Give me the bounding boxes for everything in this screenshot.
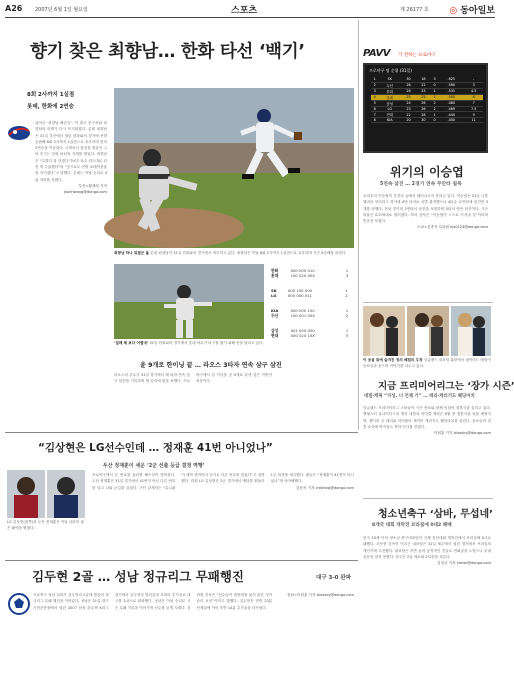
standings-cell: 7 [464,100,483,106]
standings-cell: .500 [438,94,464,100]
standings-cell: KIA [378,118,401,123]
main-photo-caption: 최향남 하나 뒤졌군 돌 롯데 최향남이 31일 한화와의 경기에서 역투하고 있다. 최향남은 이날 8회 2사까지 1실점으로 호투하며 시즌 4승째를 올렸다. [114,251,347,255]
standings-cell: 2 [431,100,438,106]
newspaper-brand: ◎ 동아일보 [449,6,495,16]
standings-cell: 20 [401,118,416,123]
standings-cell: 23 [416,88,431,94]
right3-subhead: 8개국 대회 개막전 브라질에 0대2 패배 [372,523,452,528]
standings-cell: 18 [416,77,431,82]
score-row: LG 000 000 011 2 [271,293,348,299]
baseball-players-photo [114,88,354,248]
masthead [5,3,495,17]
standings-cell: 0 [431,82,438,88]
right2-body: 잉글랜드 프리미어리그 스타들이 시즌 종료와 함께 잇달아 결혼식을 올리고 있다. 맨체스터 유나이티드의 게리 네빌과 마이클 캐릭은 6월 중 결혼식을 치를 예정이며, 첼시의 존 테리와 리버풀의 제이미 캐러거도 웨딩마치를 울린다. 동료들의 결혼 소식에 박지성도 축하 인사를 건넸다. 이원홍 기자 bluesky@donga.com [363,406,491,436]
standings-cell: .531 [438,88,464,94]
wedding-photo-1 [363,306,405,356]
score-row: 삼성 001 000 000 1 [271,328,349,333]
secondary-photo [114,264,264,339]
right2-headline: 지금 프리미어리그는 ‘장가 시즌’ [378,381,514,392]
kleague-logo [7,592,31,616]
page-number: A26 [5,4,23,13]
mid-story-body: 라오스의 투수가 31일 경기에서 세 타자 연속 삼구 삼진을 기록하며 팀 승리에 힘을 보탰다. 프로야구에서 한 이닝을 공 9개로 끝낸 것은 이번이 처음이다. [114,373,272,384]
standings-cell: SK [378,77,401,82]
standings-cell: 5 [371,100,378,106]
standings-cell: 2 [371,82,378,88]
score-row: SK 000 100 000 1 [271,288,348,293]
standings-cell: 24 [401,100,416,106]
column-divider [358,20,359,430]
standings-cell: 22 [416,82,431,88]
standings-cell: 롯데 [378,94,401,100]
section-title: 스포츠 [231,6,258,16]
scoreboard-bottom [270,308,354,318]
standings-cell: - [464,77,483,82]
standings-cell: .440 [438,112,464,118]
standings-cell: .400 [438,118,464,123]
standings-cell: 11 [464,118,483,123]
standings-cell: 1 [431,88,438,94]
standings-cell: 30 [416,118,431,123]
standings-cell: 28 [416,112,431,118]
standings-cell: 1 [431,112,438,118]
score-row: 두산 100 001 00X 2 [271,313,349,319]
standings-cell: 7 [371,112,378,118]
standings-cell: 26 [416,106,431,111]
standings-cell: .480 [438,100,464,106]
wedding-photo-3 [451,306,491,356]
standings-cell: 22 [401,112,416,118]
standings-cell: 3 [431,77,438,82]
player-portrait-icon [47,470,85,518]
scoreboard-mid [270,288,354,298]
issue-number: 제 26177 호 [400,7,429,13]
wedding-photo-2 [407,306,449,356]
standings-cell: LG [378,106,401,111]
score-row: KIA 000 000 100 1 [271,308,349,313]
main-body: 살아난 ‘최향남 빠른공’. 이 광고 문구처럼 최향남의 어깨가 다시 뜨거워졌다. 롯데 최향남은 31일 부산에서 열린 한화와의 경기에 선발 등판해 8회 2사까지 1실점으로 호투하며 팀의 2연승을 이끌었다. 고비마다 삼진을 곁들인 그의 투구는 한화 타선의 기세를 꺾었다. 최향남은 “특별히 잘 던졌다기보다 포수 리드대로 던진 게 주효했다”며 “앞으로도 선발 로테이션을 잘 지키겠다”고 말했다. 롯데는 이날 승리로 4위 자리를 지켰다. 부산=황재성 기자 jsonhwang@donga.com [35,121,107,195]
standings-cell: 25 [416,94,431,100]
scoreboard-extra [270,328,354,338]
couple-photo-icon [363,306,405,356]
wedding-photo-caption: 이 웃음 뒤에 숨겨진 정의 베컴의 우정 잉글랜드 대표팀 훈련에서 데이비드 베컴이 동료들과 웃으며 이야기를 나누고 있다. [363,358,491,368]
player-photos-caption: LG 김상현(왼쪽)과 두산 정재훈은 이날 나란히 좋은 활약을 펼쳤다. [7,520,84,530]
standings-cell: .560 [438,82,464,88]
couple-photo-icon [407,306,449,356]
main-subhead-2: 롯데, 한화에 2연승 [27,104,74,110]
standings-cell: 1 [431,94,438,100]
main-headline: 향기 찾은 최향남… 한화 타선 ‘백기’ [30,42,305,62]
pavv-banner: PAVV 가 전하는 프로야구 [363,48,436,59]
player-photo-2 [47,470,85,518]
standings-cell: 26 [416,100,431,106]
standings-cell: 1 [371,77,378,82]
secondary-photo-caption: ‘설레 체 보다 어렵네’ 31일 한화와의 경기에서 롯데 야수가 타구를 잡기 위해 몸을 날리고 있다. [114,341,264,345]
bottom-body: 프로축구 성남 일화가 김두현의 2골에 힘입어 정규리그 무패 행진을 이어갔다. 성남은 31일 대구 시민운동장에서 열린 2007 삼성 하우젠 K리그 경기에서 김두현의 멀티골과 모따의 추가골로 대구를 3-0으로 완파했다. 성남은 이날 승리로 시즌 무패 기록을 이어가며 선두를 굳게 지켰다. 김학범 감독은 “선수들이 집중력을 잃지 않은 것이 승리 요인”이라고 말했다. 김두현은 전반 23분 선제골에 이어 후반 10분 추가골을 터뜨렸다. 성남=이원홍 기자 bluesky@donga.com [33,593,354,610]
section-divider-2 [5,560,358,561]
standings-cell: 6 [464,94,483,100]
main-photo [114,88,354,248]
standings-cell: 4.5 [464,88,483,94]
standings-cell: .625 [438,77,464,82]
standings-cell: 8 [371,118,378,123]
bottom-headline: 김두현 2골 … 성남 정규리그 무패행진 [32,569,245,584]
kim-headline: “김상현은 LG선수인데 … 정재훈 41번 아니었나” [38,442,273,454]
kim-subhead: 두산 정재훈이 세운 ‘2군 선출 등급 결정 역행’ [103,463,205,469]
kim-body: 프로야구에서 등 번호를 둘러싼 해프닝이 벌어졌다. 두산 정재훈은 31일 경기에서 41번이 아닌 다른 번호를 달고 나와 눈길을 끌었다. 구단 관계자는 “유니폼이 세탁 중이어서 임시로 다른 번호를 달았다”고 설명했다. 한편 LG 김상현은 2군 경기에서 맹타를 휘둘러 1군 복귀를 예고했다. 팬들은 “정재훈이 41번이 아니었나”며 의아해했다. 김동욱 기자 creating@donga.com [92,473,354,490]
couple-photo-icon [451,306,491,356]
standings-cell: 한화 [378,88,401,94]
right1-headline: 위기의 이승엽 [390,165,464,179]
standings-cell: 6 [371,106,378,111]
standings-title: 프로야구 팀 순위 (31일) [369,68,412,73]
right2-subhead: 네빌·캐릭 “지성, 너 언제 가” … 테리·캐러거도 웨딩마치 [364,394,475,399]
standings-cell: 9 [464,112,483,118]
standings-cell: 7.5 [464,106,483,111]
team-logo-icon [6,123,32,143]
team-logo [6,123,32,143]
standings-cell: 28 [401,82,416,88]
fielder-dive-photo [114,264,264,339]
score-row: 현대 000 020 10X 3 [271,333,349,339]
standings-cell: 30 [401,77,416,82]
right1-subhead: 5연속 삼진 … 2경기 연속 무안타 침묵 [380,182,462,187]
standings-cell: 두산 [378,82,401,88]
scoreboard-top [270,268,354,278]
standings-cell: 26 [401,88,416,94]
standings-tv [363,63,488,153]
standings-cell: 2 [431,106,438,111]
standings-cell: 25 [401,94,416,100]
header-rule [5,17,495,18]
mid-story-headline: 윤 9개로 한이닝 끝 … 라오스 3타자 연속 삼구 삼진 [140,362,282,369]
player-photo-1 [7,470,45,518]
section-divider [5,432,358,433]
standings-cell: 3 [371,88,378,94]
right3-headline: 청소년축구 ‘삼바, 무섭네’ [378,509,493,520]
player-portrait-icon [7,470,45,518]
standings-cell: 23 [401,106,416,111]
standings-cell: 삼성 [378,100,401,106]
standings-cell: .469 [438,106,464,111]
right3-body: 한국 20세 이하 청소년 축구대표팀이 국제 친선대회 개막전에서 브라질에 0-2로 패했다. 조동현 감독이 이끄는 대표팀은 31일 제주에서 열린 경기에서 브라질의 개인기에 고전했다. 대표팀은 후반 들어 공격적인 전술로 만회골을 노렸으나 끝내 골문을 열지 못했다. 한국은 2일 체코와 2차전을 치른다. 김성규 기자 kimsk@donga.com [363,536,491,566]
score-row: 롯데 100 020 00X 3 [271,273,349,279]
right-divider-1 [363,302,493,303]
standings-cell: 3 [464,82,483,88]
standings-row [371,118,483,123]
score-row: 한화 000 000 010 1 [271,268,349,273]
standings-table [371,77,483,123]
standings-cell: 현대 [378,112,401,118]
soccer-ball-icon [7,592,31,616]
bottom-tag: 대구 3-0 완파 [316,575,352,581]
standings-cell: 4 [371,94,378,100]
date: 2007년 6월 1일 월요일 [35,7,88,13]
right1-body: 요미우리 이승엽이 부진의 늪에서 헤어나오지 못하고 있다. 이승엽은 31일 니혼햄과의 인터리그 경기에 4번 타자로 선발 출전했으나 4타수 무안타에 삼진만 3개를 당했다. 전날 경기의 2연타석 삼진을 포함하면 5타석 연속 삼진이다. 시즌 타율은 0.270대로 떨어졌다. 하라 감독은 “이승엽이 스스로 이겨낼 것”이라며 믿음을 보였다. 도쿄=김종석 특파원 kjs0123@donga.com [363,194,488,230]
standings-cell: 0 [431,118,438,123]
main-subhead-1: 8회 2사까지 1실점 [27,92,75,98]
right-divider-2 [363,498,493,499]
